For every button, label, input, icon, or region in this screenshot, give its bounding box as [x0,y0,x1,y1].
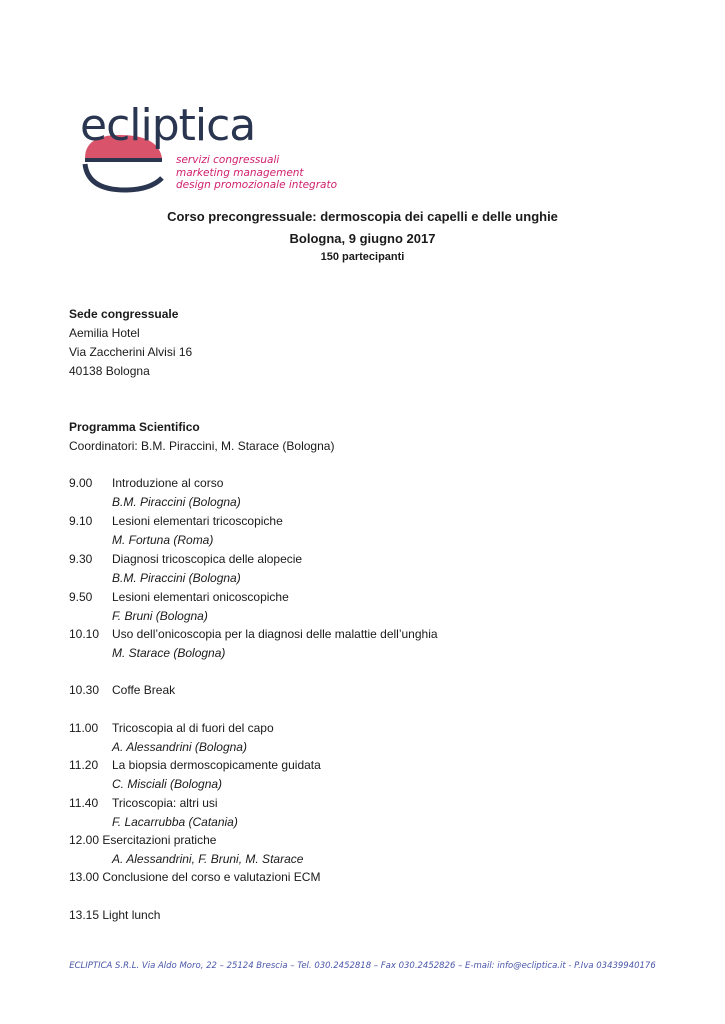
item-time: 10.30 [69,683,100,697]
item-time: 10.10 [69,627,100,641]
item-title: Uso dell’onicoscopia per la diagnosi delle malattie dell’unghia [112,627,438,641]
item-speaker: B.M. Piraccini (Bologna) [112,571,241,585]
item-speaker: F. Lacarrubba (Catania) [112,815,238,829]
program-conclusione: 13.00 Conclusione del corso e valutazioni ECM [69,870,321,884]
company-footer: ECLIPTICA S.R.L. Via Aldo Moro, 22 – 25124 Brescia – Tel. 030.2452818 – Fax 030.2452826 – E-mail: info@ecliptica.it - P.Iva 03439940176 [69,961,656,971]
item-speaker: F. Bruni (Bologna) [112,609,208,623]
item-title: Tricoscopia: altri usi [112,796,218,810]
program-coordinators: Coordinatori: B.M. Piraccini, M. Starace (Bologna) [69,439,335,453]
item-title: Lesioni elementari tricoscopiche [112,514,283,528]
item-time: 9.50 [69,590,93,604]
item-title: Tricoscopia al di fuori del capo [112,721,274,735]
program-lunch: 13.15 Light lunch [69,908,161,922]
logo-wordmark: ecliptica [80,100,256,151]
course-date: Bologna, 9 giugno 2017 [289,231,436,246]
venue-city: 40138 Bologna [69,364,150,378]
participants-count: 150 partecipanti [320,251,405,263]
item-speaker: M. Fortuna (Roma) [112,533,214,547]
item-title: Lesioni elementari onicoscopiche [112,590,289,604]
item-time: 11.40 [69,796,99,810]
tagline-line-1: servizi congressuali [176,154,280,166]
item-speaker: A. Alessandrini (Bologna) [112,740,247,754]
item-speaker: M. Starace (Bologna) [112,646,226,660]
logo-tagline [176,154,337,192]
program-esercitazioni: 12.00 Esercitazioni pratiche [69,833,217,847]
item-title: Introduzione al corso [112,476,224,490]
item-speaker: C. Misciali (Bologna) [112,777,223,791]
venue-name: Aemilia Hotel [69,326,140,340]
item-time: 9.00 [69,476,93,490]
item-time: 11.20 [69,758,99,772]
item-time: 11.00 [69,721,99,735]
item-time: 9.30 [69,552,93,566]
esercitazioni-speakers: A. Alessandrini, F. Bruni, M. Starace [112,852,304,866]
program-heading: Programma Scientifico [69,420,200,434]
item-title: La biopsia dermoscopicamente guidata [112,758,321,772]
venue-street: Via Zaccherini Alvisi 16 [69,345,193,359]
item-speaker: B.M. Piraccini (Bologna) [112,495,241,509]
item-title: Coffe Break [112,683,176,697]
ecliptica-logo [80,100,340,195]
course-title: Corso precongressuale: dermoscopia dei capelli e delle unghie [167,209,558,224]
tagline-line-3: design promozionale integrato [176,179,337,191]
venue-heading: Sede congressuale [69,307,179,321]
tagline-line-2: marketing management [176,166,304,179]
item-title: Diagnosi tricoscopica delle alopecie [112,552,303,566]
item-time: 9.10 [69,514,93,528]
